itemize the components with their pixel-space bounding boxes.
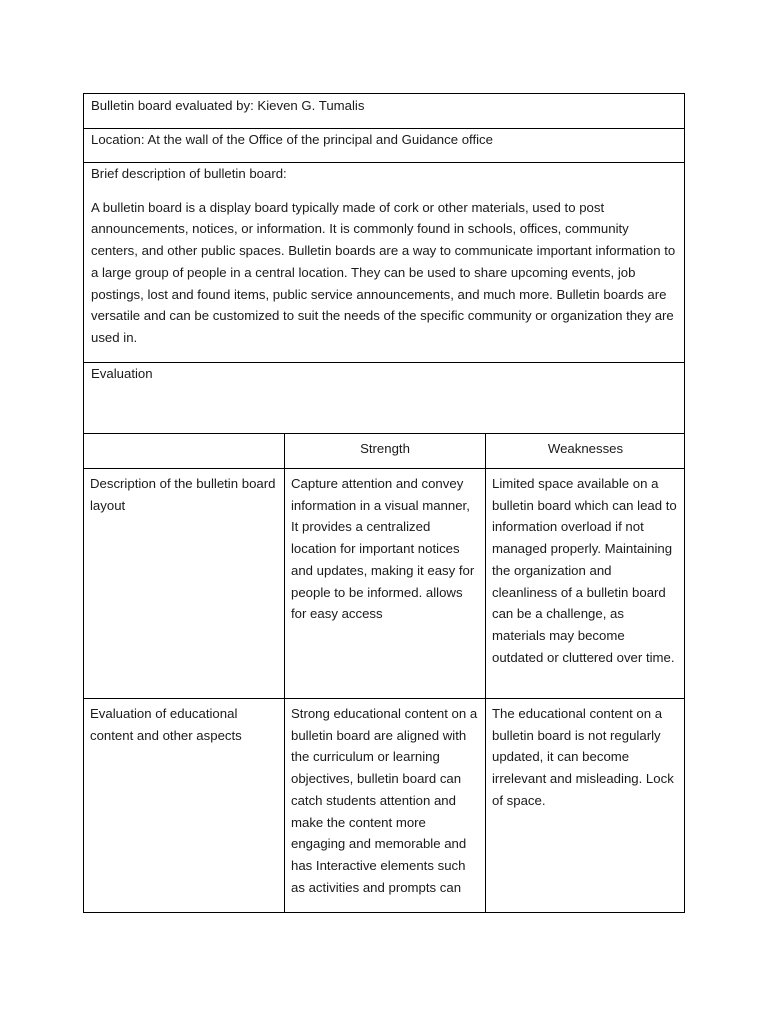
- description-body: A bulletin board is a display board typically made of cork or other materials, used to post announcements, notices, or information. It is commonly found in schools, offices, community centers, and other public spaces. Bulletin boards are a way to communicate important information to a large group of people in a central location. They can be used to share upcoming events, job postings, lost and found items, public service announcements, and much more. Bulletin boards are versatile and can be customized to suit the needs of the specific community or organization they are used in.: [91, 199, 676, 345]
- criterion-cell: Description of the bulletin board layout: [90, 476, 276, 513]
- evaluator-row: [84, 94, 684, 129]
- location-text: Location: At the wall of the Office of the principal and Guidance office: [91, 132, 493, 147]
- description-heading: Brief description of bulletin board:: [91, 166, 287, 181]
- table-header-row: [84, 434, 684, 469]
- evaluator-text: Bulletin board evaluated by: Kieven G. Tumalis: [91, 98, 365, 113]
- evaluation-heading: Evaluation: [91, 366, 153, 381]
- strength-cell: Capture attention and convey information in a visual manner, It provides a centralized location for important notices and updates, making it easy for people to be informed. allows for easy access: [284, 469, 485, 698]
- description-row: [84, 163, 684, 363]
- evaluation-heading-row: [84, 363, 684, 434]
- header-cell-criterion: [84, 434, 284, 468]
- weakness-cell: The educational content on a bulletin board is not regularly updated, it can become irrelevant and misleading. Lock of space.: [485, 699, 684, 912]
- header-cell-strength: Strength: [284, 434, 485, 468]
- strength-cell: Strong educational content on a bulletin board are aligned with the curriculum or learning objectives, bulletin board can catch students attention and make the content more engaging and memorable and has Interactive elements such as activities and prompts can: [284, 699, 485, 912]
- table-row: [84, 699, 684, 912]
- table-row: [84, 469, 684, 699]
- location-row: [84, 129, 684, 163]
- criterion-cell: Evaluation of educational content and other aspects: [90, 706, 242, 743]
- evaluation-form: [83, 93, 685, 913]
- header-cell-weaknesses: Weaknesses: [485, 434, 685, 468]
- weakness-cell: Limited space available on a bulletin board which can lead to information overload if not managed properly. Maintaining the organization and cleanliness of a bulletin board can be a challenge, as materials may become outdated or cluttered over time.: [485, 469, 685, 698]
